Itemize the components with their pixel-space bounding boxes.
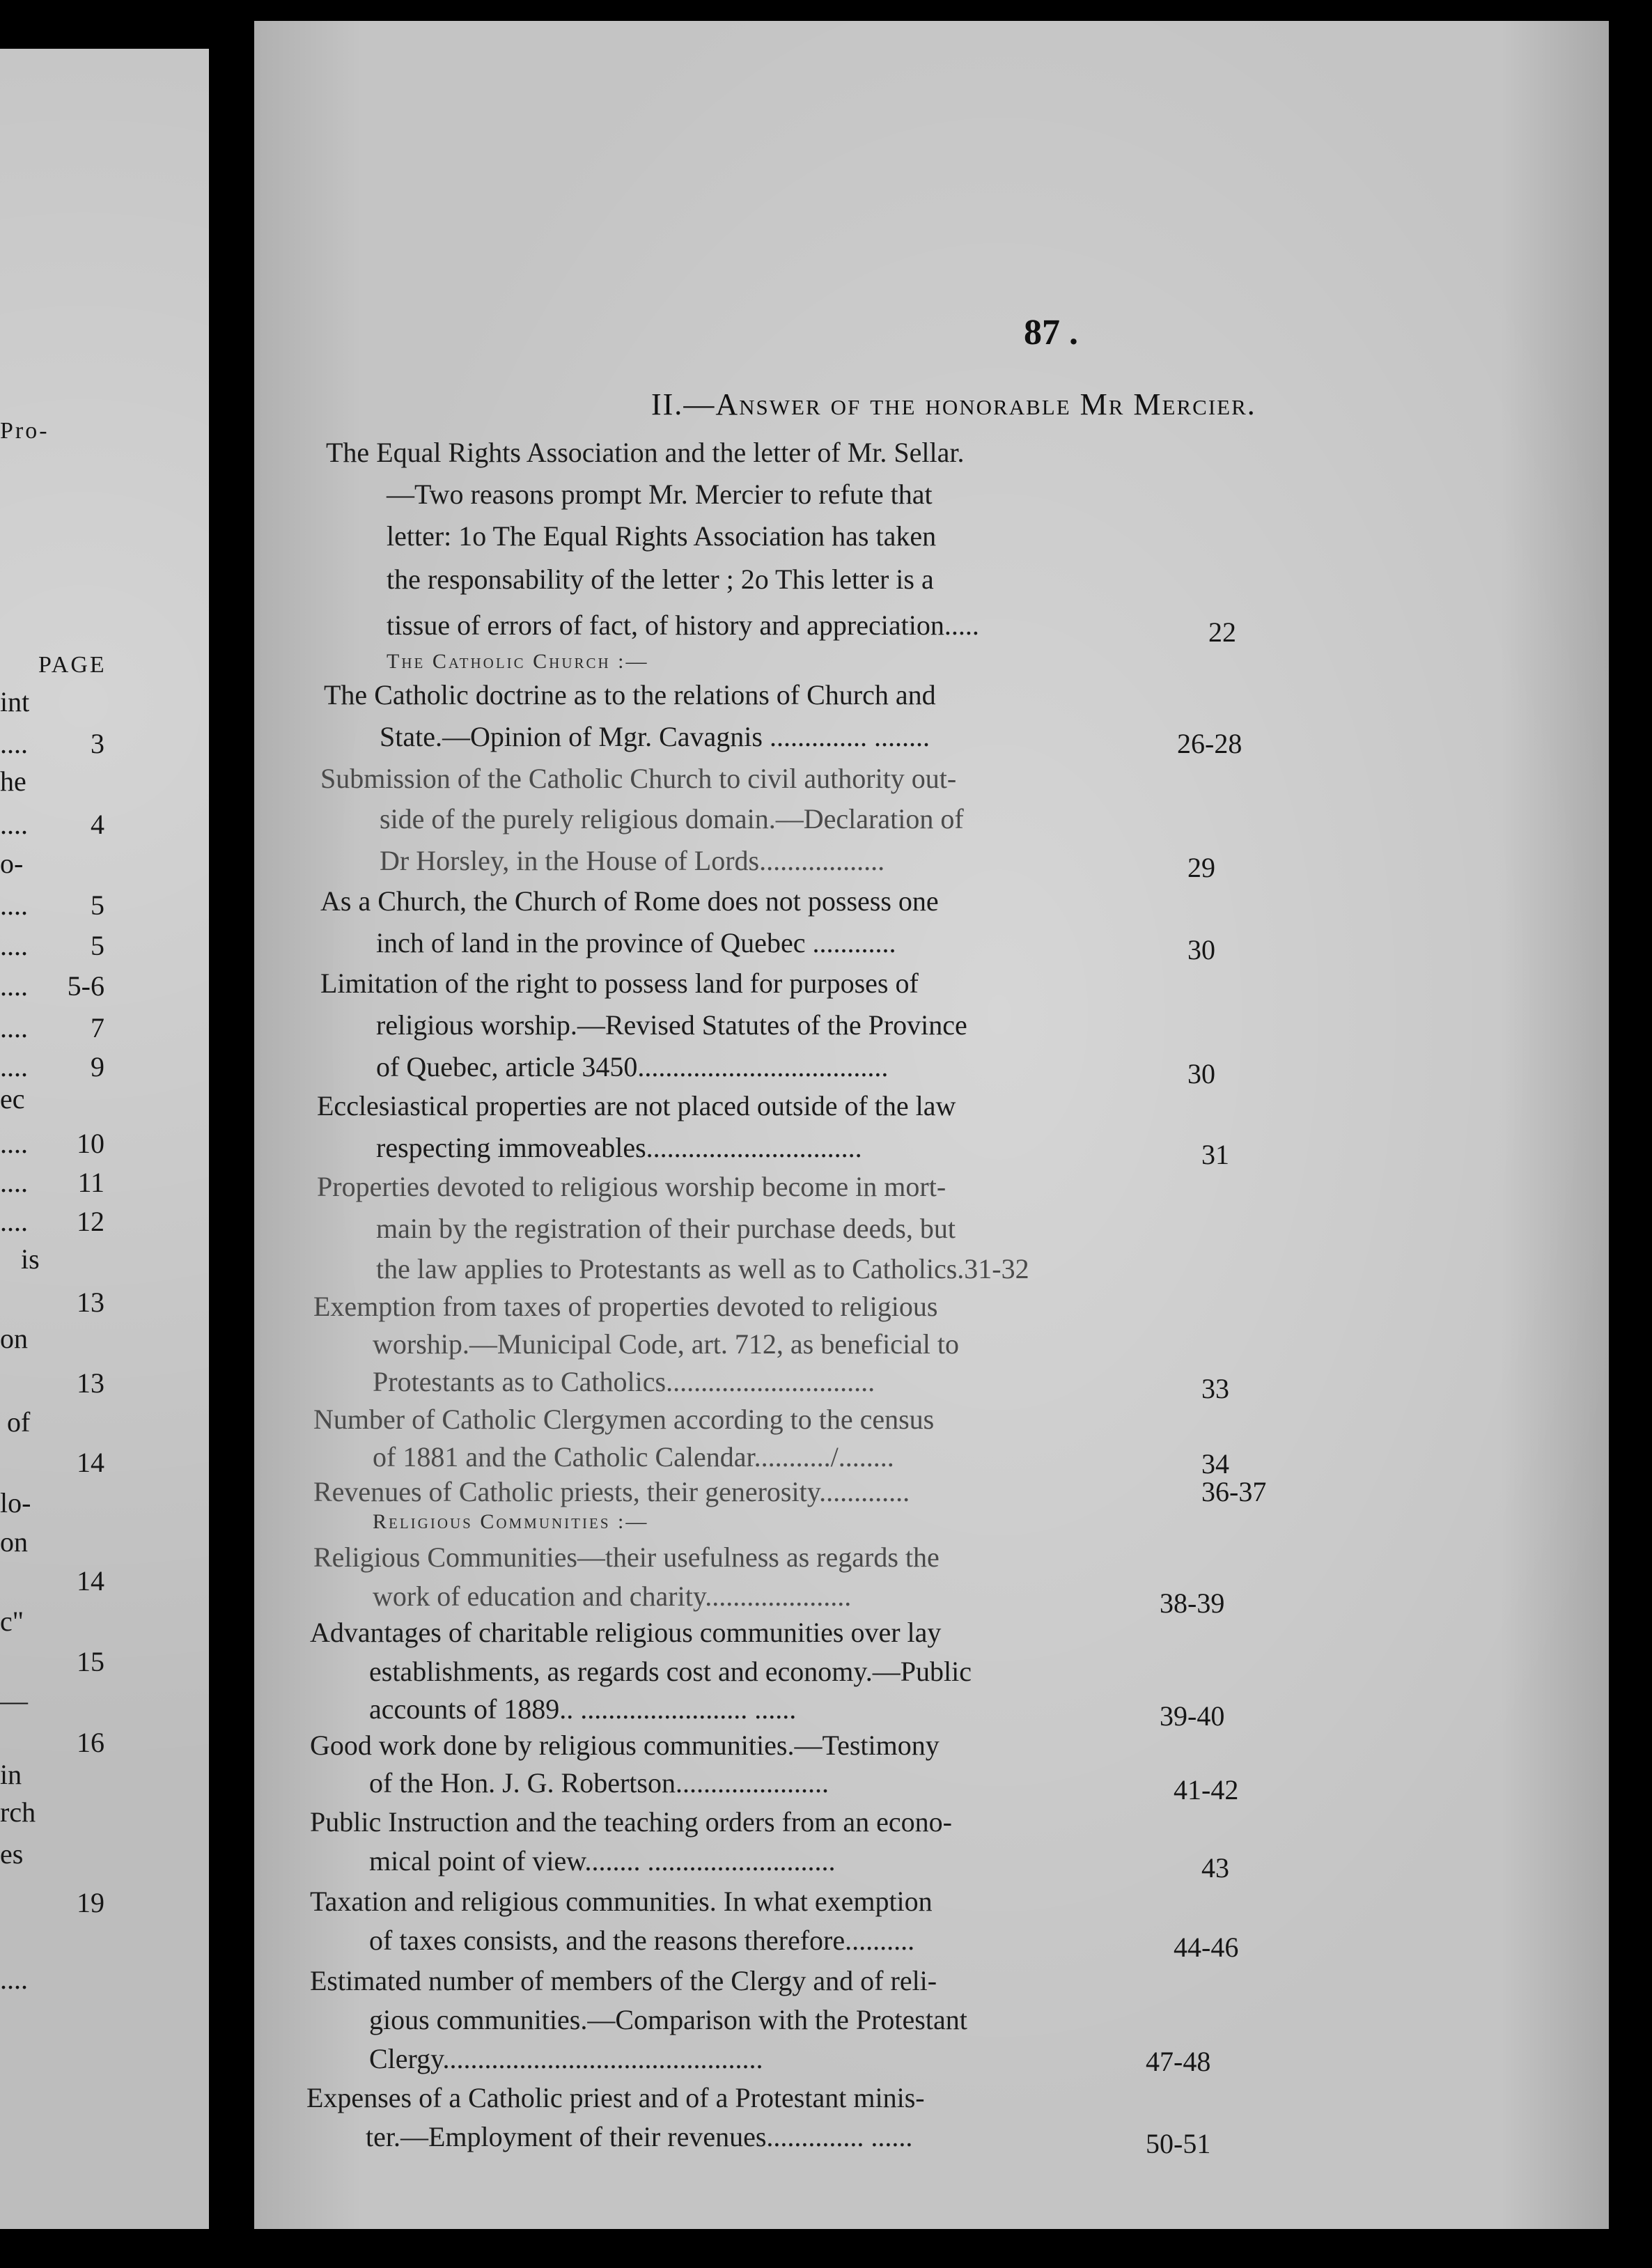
left-line-end: on [0, 1526, 28, 1558]
toc-page-ref: 29 [1187, 852, 1215, 883]
toc-entry-line: —Two reasons prompt Mr. Mercier to refute that [387, 479, 933, 510]
toc-entry-line: Exemption from taxes of properties devoted to religious [313, 1291, 938, 1322]
toc-page-ref: 41-42 [1174, 1774, 1239, 1805]
left-page-number: 5 [91, 890, 104, 921]
left-line-end: c" [0, 1606, 24, 1637]
toc-entry-line: of Quebec, article 3450.................................... [376, 1051, 889, 1082]
toc-page-ref: 30 [1187, 934, 1215, 965]
toc-entry-line: gious communities.—Comparison with the Protestant [369, 2004, 967, 2035]
toc-entry-line: worship.—Municipal Code, art. 712, as beneficial to [373, 1328, 960, 1360]
table-of-contents [254, 21, 1609, 2229]
toc-entry-line: Revenues of Catholic priests, their generosity............. [313, 1476, 910, 1507]
section-label-catholic-church: The Catholic Church :— [387, 650, 649, 673]
toc-entry-line: Public Instruction and the teaching orders from an econo- [310, 1806, 952, 1838]
left-page-number: 3 [91, 728, 104, 759]
left-dots: .... [0, 1128, 28, 1159]
left-dots: .... [0, 728, 28, 759]
toc-entry-line: State.—Opinion of Mgr. Cavagnis .............. ........ [380, 721, 930, 752]
left-dots: .... [0, 890, 28, 921]
toc-entry-line: of the Hon. J. G. Robertson...................... [369, 1767, 829, 1799]
left-page-number: 13 [77, 1287, 104, 1318]
toc-entry-line: Ecclesiastical properties are not placed outside of the law [317, 1090, 956, 1121]
toc-page-ref: 33 [1201, 1373, 1229, 1404]
toc-entry-line: respecting immoveables............................... [376, 1132, 862, 1163]
left-dots: .... [0, 1206, 28, 1237]
toc-page-ref: 22 [1208, 616, 1236, 648]
toc-entry-line: Advantages of charitable religious communities over lay [310, 1617, 942, 1648]
toc-entry-line: Dr Horsley, in the House of Lords.................. [380, 845, 885, 876]
toc-entry-line: Taxation and religious communities. In what exemption [310, 1886, 933, 1917]
toc-entry-line: tissue of errors of fact, of history and appreciation..... [387, 609, 979, 641]
left-dots: .... [0, 809, 28, 840]
left-line-end: of [7, 1406, 31, 1438]
toc-entry-line: of taxes consists, and the reasons therefore.......... [369, 1925, 915, 1956]
section-label-religious-communities: Religious Communities :— [373, 1510, 649, 1533]
left-page-number: 11 [77, 1167, 104, 1198]
toc-entry-line: Number of Catholic Clergymen according to the census [313, 1404, 935, 1435]
toc-entry-line: Protestants as to Catholics.............................. [373, 1366, 875, 1397]
toc-entry-line: Properties devoted to religious worship become in mort- [317, 1171, 946, 1202]
left-facing-page [0, 49, 209, 2229]
toc-entry-line: mical point of view........ ........................... [369, 1845, 836, 1877]
toc-entry-line: ter.—Employment of their revenues.............. ...... [366, 2121, 913, 2152]
left-line-end: o- [0, 848, 24, 879]
left-line-end: rch [0, 1796, 36, 1828]
toc-entry-line: As a Church, the Church of Rome does not possess one [320, 885, 939, 917]
left-page-number: 10 [77, 1128, 104, 1159]
toc-entry-line: establishments, as regards cost and economy.—Public [369, 1656, 972, 1687]
left-line-end: ec [0, 1083, 25, 1114]
left-page-number: 16 [77, 1727, 104, 1758]
toc-entry-line: Expenses of a Catholic priest and of a Protestant minis- [306, 2082, 925, 2113]
toc-entry-line: Clergy.............................................. [369, 2043, 763, 2074]
toc-page-ref: 30 [1187, 1058, 1215, 1089]
left-dots: .... [0, 1012, 28, 1043]
toc-entry-line: Estimated number of members of the Clergy and of reli- [310, 1965, 937, 1996]
left-page-page-label: PAGE [38, 652, 107, 678]
left-line-end: — [0, 1685, 28, 1716]
toc-entry-line: letter: 1o The Equal Rights Association has taken [387, 520, 937, 552]
left-line-end: int [0, 686, 30, 717]
toc-page-ref: 36-37 [1201, 1476, 1267, 1507]
toc-page-ref: 43 [1201, 1852, 1229, 1883]
left-page-number: 14 [77, 1447, 104, 1478]
heading-numeral: II. [651, 387, 684, 421]
toc-entry-line: Religious Communities—their usefulness as regards the [313, 1541, 940, 1573]
left-line-end: he [0, 766, 26, 797]
left-page-number: 13 [77, 1367, 104, 1399]
toc-entry-line: Good work done by religious communities.—Testimony [310, 1730, 940, 1761]
left-page-number: 19 [77, 1887, 104, 1918]
left-page-number: 9 [91, 1051, 104, 1082]
toc-page-ref: 50-51 [1146, 2128, 1211, 2159]
heading-text: —Answer of the honorable Mr Mercier. [683, 387, 1256, 421]
toc-entry-line: Limitation of the right to possess land for purposes of [320, 968, 919, 999]
toc-entry-line: of 1881 and the Catholic Calendar.........../........ [373, 1441, 894, 1473]
left-page-number: 5 [91, 930, 104, 961]
toc-entry-line: the responsability of the letter ; 2o This letter is a [387, 564, 934, 595]
left-page-number: 14 [77, 1565, 104, 1597]
toc-entry-line: The Equal Rights Association and the letter of Mr. Sellar. [326, 437, 965, 468]
left-line-end: in [0, 1759, 22, 1790]
main-page [254, 21, 1609, 2229]
toc-page-ref: 26-28 [1177, 728, 1242, 759]
left-dots: .... [0, 1964, 28, 1995]
toc-entry-line: inch of land in the province of Quebec ............ [376, 927, 896, 958]
toc-page-ref: 34 [1201, 1448, 1229, 1479]
toc-entry-line: The Catholic doctrine as to the relations of Church and [324, 679, 936, 710]
left-dots: .... [0, 930, 28, 961]
left-dots: .... [0, 970, 28, 1002]
toc-page-ref: 31 [1201, 1139, 1229, 1170]
left-page-number: 5-6 [67, 970, 104, 1002]
left-line-end: es [0, 1838, 24, 1870]
page-number: 87 . [1024, 313, 1078, 352]
left-page-number: 4 [91, 809, 104, 840]
toc-entry-line: side of the purely religious domain.—Declaration of [380, 803, 964, 834]
toc-entry-line: accounts of 1889.. ........................ ...... [369, 1693, 797, 1725]
left-page-header: Pro- [0, 418, 49, 444]
toc-entry-line: main by the registration of their purchase deeds, but [376, 1213, 956, 1244]
toc-entry-line: religious worship.—Revised Statutes of the Province [376, 1009, 967, 1041]
left-line-end: on [0, 1323, 28, 1354]
toc-page-ref: 47-48 [1146, 2046, 1211, 2077]
toc-page-ref: 38-39 [1160, 1587, 1225, 1619]
left-page-number: 7 [91, 1012, 104, 1043]
left-line-end: is [21, 1243, 40, 1275]
left-page-number: 15 [77, 1646, 104, 1677]
toc-page-ref: 39-40 [1160, 1700, 1225, 1732]
toc-entry-line: the law applies to Protestants as well as to Catholics.31-32 [376, 1253, 1029, 1284]
left-dots: .... [0, 1051, 28, 1082]
left-dots: .... [0, 1167, 28, 1198]
left-page-number: 12 [77, 1206, 104, 1237]
toc-page-ref: 44-46 [1174, 1932, 1239, 1963]
left-line-end: lo- [0, 1487, 31, 1519]
toc-entry-line: Submission of the Catholic Church to civil authority out- [320, 763, 957, 794]
toc-entry-line: work of education and charity..................... [373, 1580, 852, 1612]
